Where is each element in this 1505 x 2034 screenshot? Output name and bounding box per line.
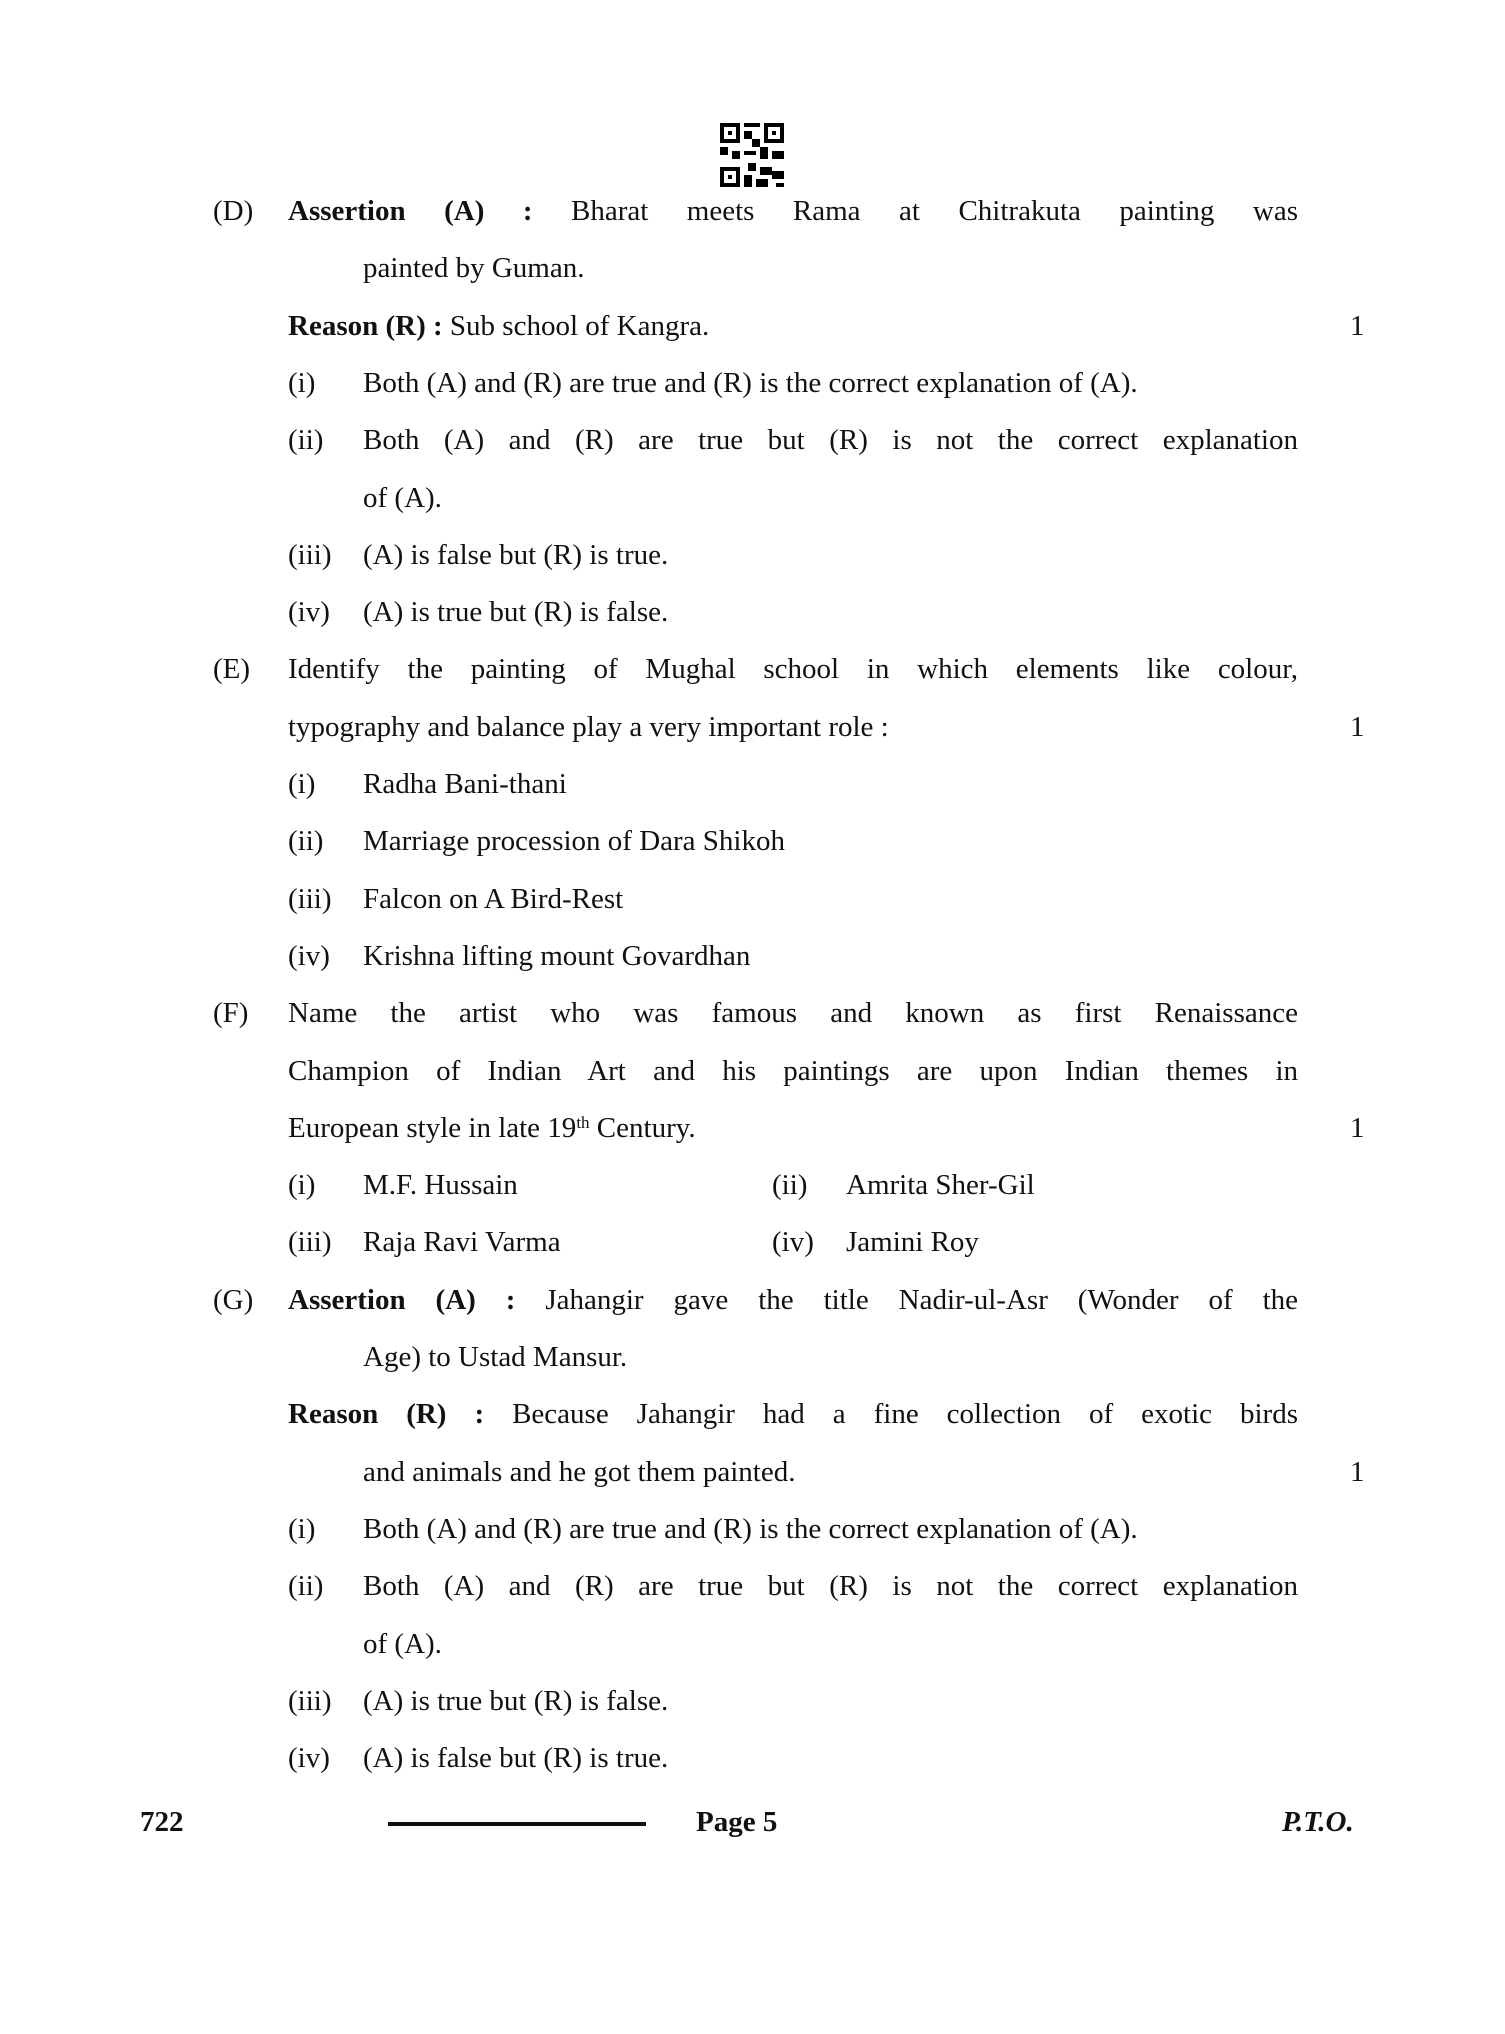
text: painted by Guman. (363, 252, 585, 285)
question-text (288, 1051, 1298, 1091)
option-text (363, 1509, 1138, 1549)
option-text (363, 879, 623, 919)
bold-prefix: Reason (R) : (288, 1398, 485, 1431)
option-label: (iv) (288, 939, 330, 972)
text-line (0, 1452, 1505, 1492)
text-line (0, 1108, 1505, 1148)
question-label: (G) (213, 1283, 254, 1316)
text-line (0, 821, 1505, 861)
option-text (363, 420, 1298, 460)
text-line (0, 764, 1505, 804)
option-label: (ii) (288, 825, 324, 858)
text-line (0, 1681, 1505, 1721)
marks: 1 (1350, 710, 1365, 743)
text-line (0, 191, 1505, 231)
text: Krishna lifting mount Govardhan (363, 939, 751, 972)
option-text: Amrita Sher-Gil (846, 1169, 1035, 1202)
text-line (0, 1337, 1505, 1377)
text: Century. (589, 1111, 696, 1144)
text-line (0, 707, 1505, 747)
text-line (0, 879, 1505, 919)
question-label: (D) (213, 195, 254, 227)
option-label: (i) (288, 1169, 316, 1202)
question-text (288, 1280, 1298, 1320)
text-line (0, 535, 1505, 575)
page-number: Page 5 (696, 1806, 778, 1838)
text: Age) to Ustad Mansur. (363, 1341, 628, 1373)
marks: 1 (1350, 1111, 1365, 1144)
option-text (363, 592, 668, 632)
text: Name the artist who was famous and known as first Renaissance (288, 997, 1298, 1030)
option-text (363, 936, 750, 976)
bold-prefix: Assertion (A) : (288, 1283, 516, 1316)
text-line (0, 1394, 1505, 1434)
text: Falcon on A Bird-Rest (363, 882, 624, 915)
option-label: (i) (288, 366, 316, 399)
option-label: (iii) (288, 882, 332, 915)
text-line (0, 1738, 1505, 1778)
text: of (A). (363, 1627, 442, 1660)
text-line (0, 649, 1505, 689)
text-line (0, 306, 1505, 346)
text: Identify the painting of Mughal school in which elements like colour, (288, 653, 1298, 686)
option-label: (iv) (288, 1742, 330, 1775)
question-label: (F) (213, 997, 249, 1030)
text-line (0, 936, 1505, 976)
option-text: Jamini Roy (846, 1226, 979, 1259)
option-label: (i) (288, 768, 316, 800)
text: Jahangir gave the title Nadir-ul-Asr (Wonder of the (515, 1283, 1298, 1316)
text-line (0, 1222, 1505, 1262)
text-line (0, 248, 1505, 288)
text: (A) is false but (R) is true. (363, 538, 669, 571)
text: Both (A) and (R) are true but (R) is not the correct explanation (363, 424, 1298, 457)
text: (A) is false but (R) is true. (363, 1742, 669, 1775)
question-label: (E) (213, 653, 251, 686)
text: European style in late 19 (288, 1111, 577, 1144)
text: (A) is true but (R) is false. (363, 1684, 669, 1717)
text: Bharat meets Rama at Chitrakuta painting was (532, 195, 1298, 227)
qr-code-icon (720, 122, 784, 188)
text: Both (A) and (R) are true and (R) is the correct explanation of (A). (363, 1512, 1138, 1545)
text: Radha Bani-thani (363, 768, 567, 800)
footer-rule (388, 1822, 646, 1826)
text: Champion of Indian Art and his paintings are upon Indian themes in (288, 1054, 1298, 1087)
text-line (0, 1165, 1505, 1205)
pto-label: P.T.O. (1282, 1806, 1354, 1838)
question-text (288, 191, 1298, 231)
option-text (363, 764, 567, 804)
text: Both (A) and (R) are true but (R) is not the correct explanation (363, 1570, 1298, 1603)
question-text (288, 306, 709, 346)
option-text (363, 535, 668, 575)
bold-prefix: Assertion (A) : (288, 195, 533, 227)
option-label: (iv) (288, 596, 330, 629)
text: Both (A) and (R) are true and (R) is the correct explanation of (A). (363, 366, 1138, 399)
question-text (288, 707, 889, 747)
text: typography and balance play a very important role : (288, 710, 889, 743)
question-text (363, 1624, 442, 1664)
question-text (363, 248, 584, 288)
superscript: th (576, 1112, 590, 1132)
bold-prefix: Reason (R) : (288, 309, 443, 342)
option-text (363, 821, 785, 861)
option-text (363, 1681, 668, 1721)
option-text (363, 363, 1138, 403)
option-text (363, 1738, 668, 1778)
option-label: (ii) (288, 424, 324, 457)
option-label: (i) (288, 1512, 316, 1545)
text-line (0, 420, 1505, 460)
text-line (0, 993, 1505, 1033)
text: Marriage procession of Dara Shikoh (363, 825, 785, 858)
option-text: M.F. Hussain (363, 1169, 518, 1202)
option-label: (iii) (288, 1226, 332, 1259)
option-label: (iv) (772, 1226, 814, 1259)
marks: 1 (1350, 309, 1365, 342)
question-text (288, 649, 1298, 689)
question-text (288, 993, 1298, 1033)
text-line (0, 1624, 1505, 1664)
question-text (363, 1452, 795, 1492)
text: and animals and he got them painted. (363, 1455, 796, 1488)
option-label: (iii) (288, 1684, 332, 1717)
option-text: Raja Ravi Varma (363, 1226, 561, 1259)
text-line (0, 1280, 1505, 1320)
text-line (0, 1051, 1505, 1091)
text-line (0, 363, 1505, 403)
question-text (288, 1394, 1298, 1434)
text: Because Jahangir had a fine collection of exotic birds (484, 1398, 1298, 1431)
option-text (363, 1566, 1298, 1606)
question-text (363, 478, 442, 518)
option-label: (ii) (772, 1169, 808, 1202)
option-label: (iii) (288, 538, 332, 571)
text: of (A). (363, 481, 442, 514)
text-line (0, 478, 1505, 518)
option-label: (ii) (288, 1570, 324, 1603)
marks: 1 (1350, 1455, 1365, 1488)
text-line (0, 1509, 1505, 1549)
question-text (288, 1108, 696, 1148)
text-line (0, 592, 1505, 632)
paper-code: 722 (140, 1806, 184, 1838)
text-line (0, 1566, 1505, 1606)
question-text (363, 1337, 627, 1377)
text: (A) is true but (R) is false. (363, 596, 669, 629)
text: Sub school of Kangra. (442, 309, 710, 342)
